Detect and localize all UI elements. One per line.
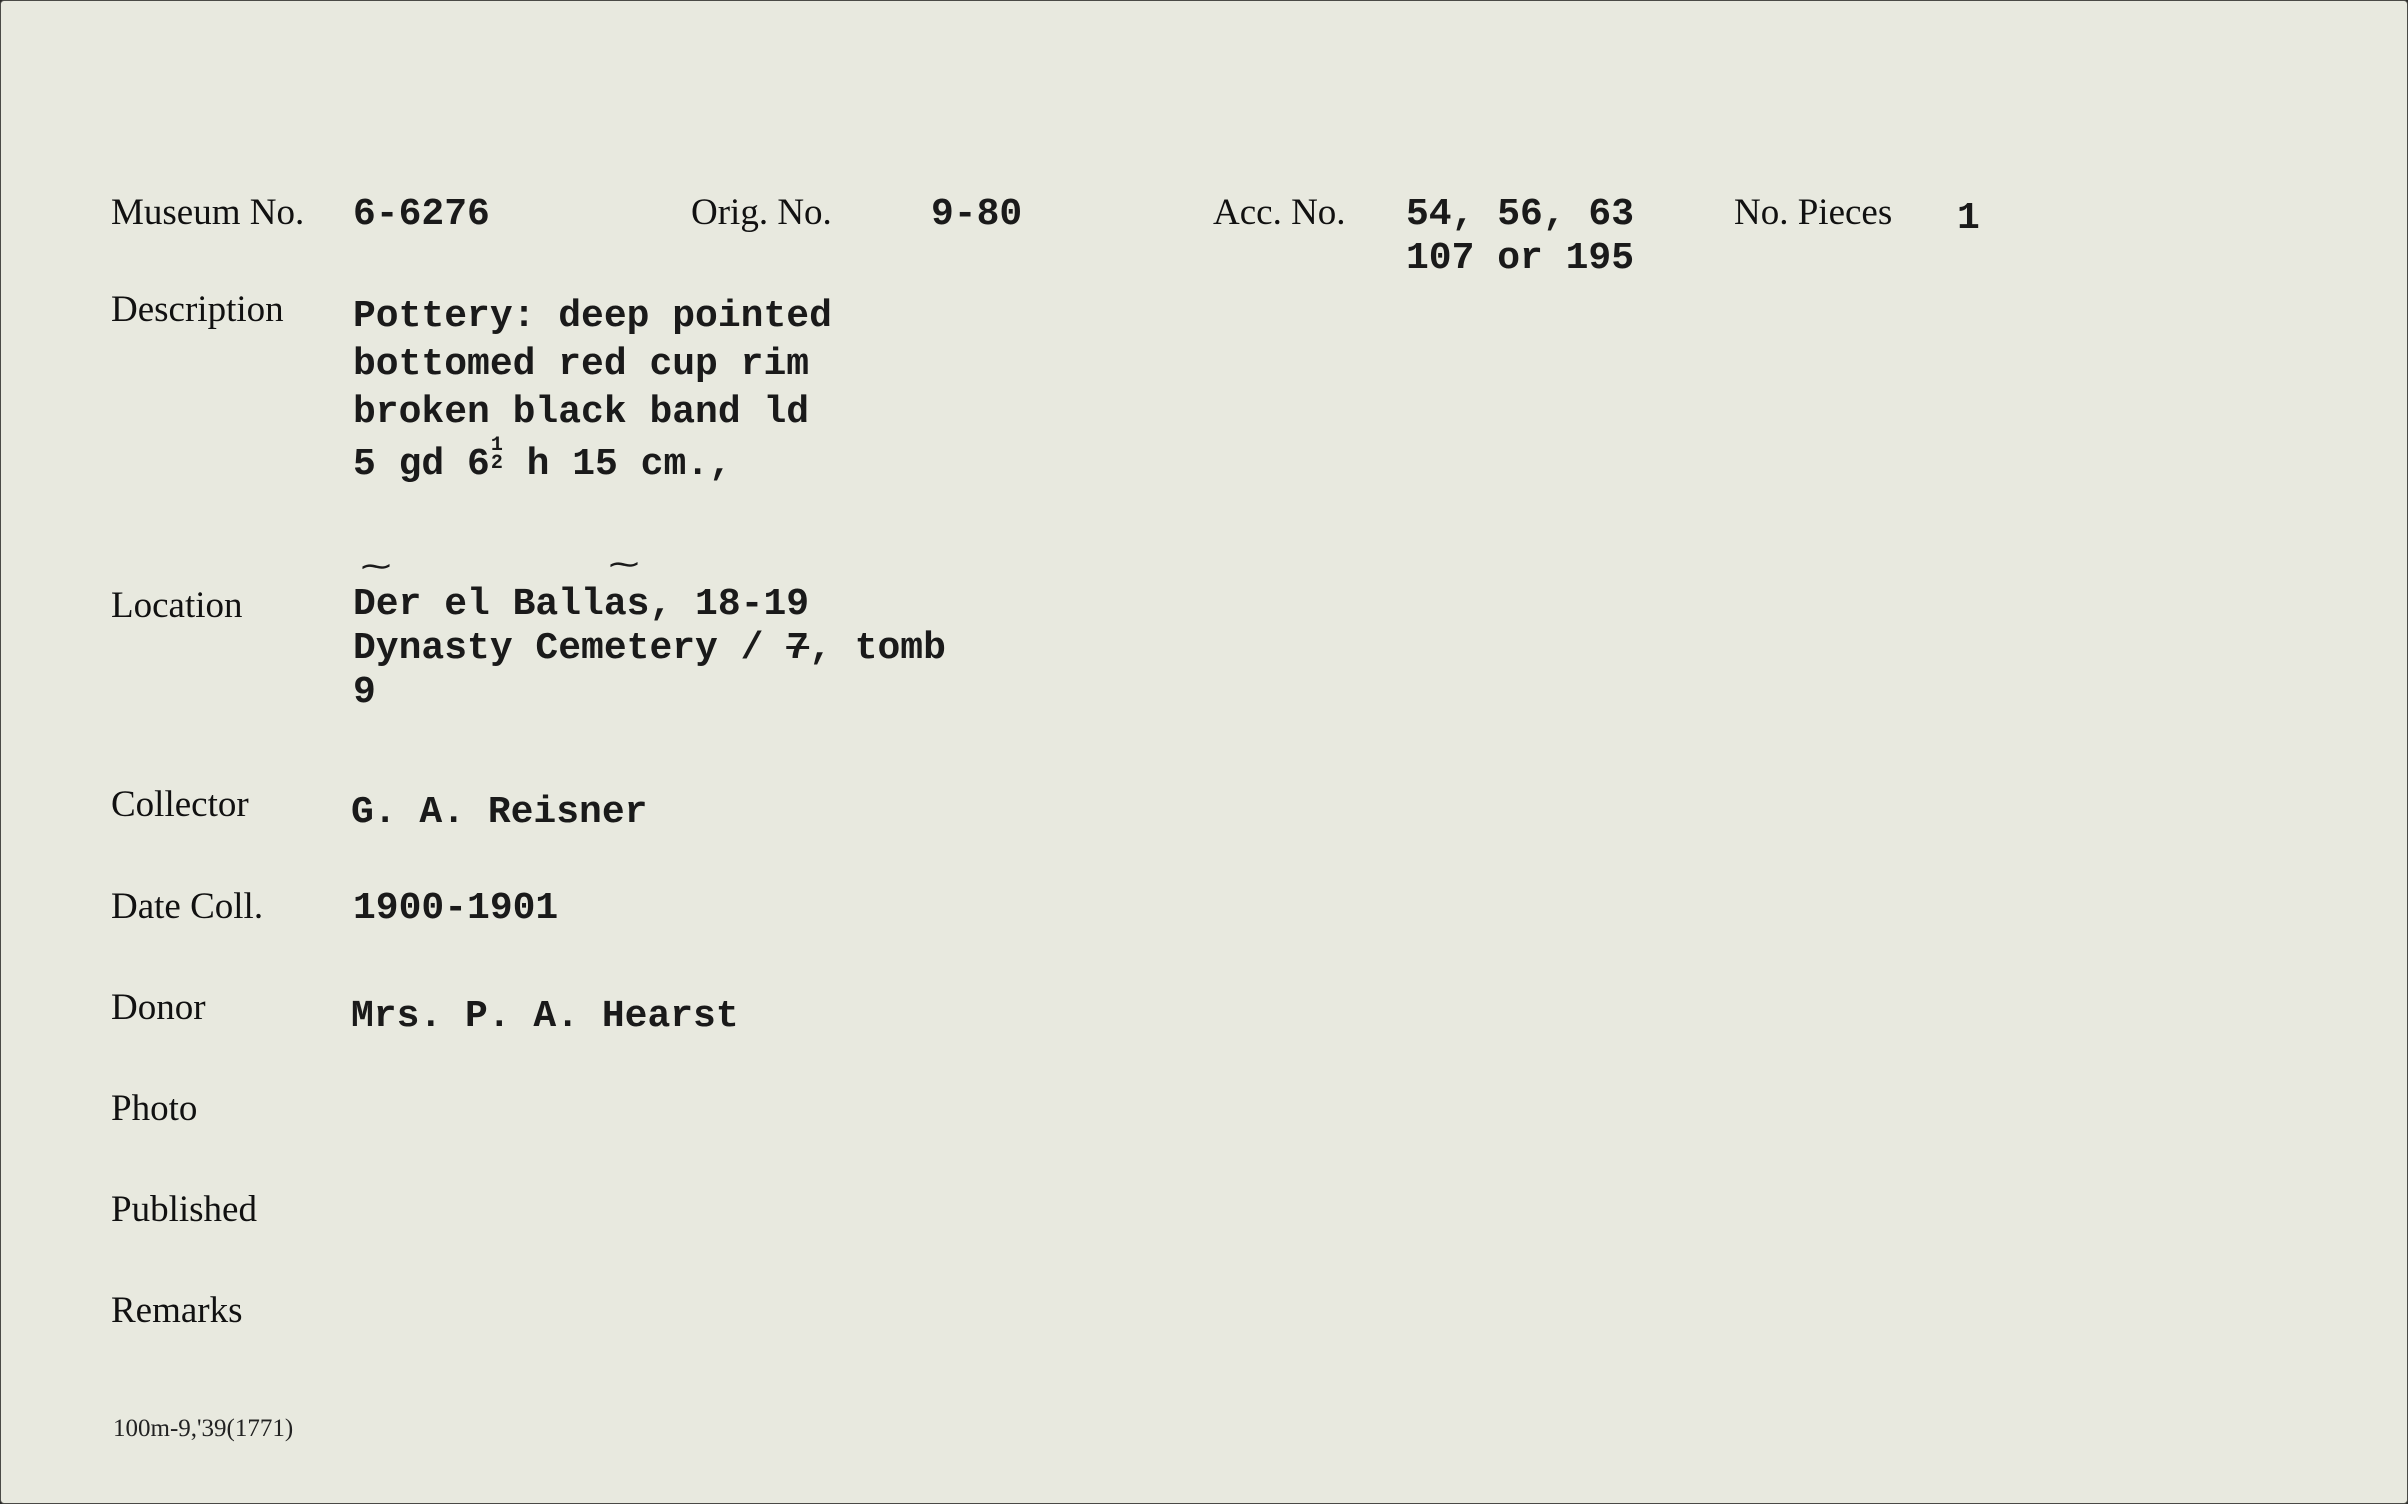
date-coll-value: 1900-1901 <box>353 887 559 930</box>
fraction-denominator: 2 <box>490 452 503 475</box>
description-line-2: bottomed red cup rim <box>353 343 810 386</box>
orig-no-label: Orig. No. <box>691 192 832 233</box>
diacritic-mark-icon: ⁓ <box>361 552 391 586</box>
date-coll-label: Date Coll. <box>111 886 264 927</box>
location-line-1: Der el Ballas, 18-19 <box>353 583 810 626</box>
fraction-numerator: 1 <box>490 434 503 457</box>
no-pieces-value: 1 <box>1957 197 1980 240</box>
diacritic-mark-icon: ⁓ <box>609 550 639 584</box>
donor-value: Mrs. P. A. Hearst <box>351 995 739 1038</box>
description-line-4 <box>353 434 832 489</box>
description-line-4-suffix: h 15 cm., <box>503 443 732 486</box>
description-line-3: broken black band ld <box>353 391 810 434</box>
description-line-4-prefix: 5 gd 6 <box>353 443 490 486</box>
location-line-3: 9 <box>353 671 376 714</box>
collector-value: G. A. Reisner <box>351 791 648 834</box>
orig-no-value: 9-80 <box>931 193 1023 236</box>
published-label: Published <box>111 1189 257 1230</box>
location-label: Location <box>111 585 243 626</box>
location-line-2-end: , tomb <box>809 627 946 670</box>
donor-label: Donor <box>111 987 206 1028</box>
museum-no-label: Museum No. <box>111 192 305 233</box>
acc-no-line-2: 107 or 195 <box>1406 237 1635 280</box>
remarks-label: Remarks <box>111 1290 243 1331</box>
no-pieces-label: No. Pieces <box>1734 192 1893 233</box>
location-line-2-start: Dynasty Cemetery / <box>353 627 787 670</box>
description-value <box>353 293 832 489</box>
acc-no-value <box>1406 193 1634 281</box>
museum-no-value: 6-6276 <box>353 193 490 236</box>
fraction-half <box>490 434 504 475</box>
acc-no-line-1: 54, 56, 63 <box>1406 193 1635 236</box>
location-value <box>353 583 946 715</box>
acc-no-label: Acc. No. <box>1213 192 1346 233</box>
location-line-2 <box>353 627 946 671</box>
description-label: Description <box>111 289 284 330</box>
photo-label: Photo <box>111 1088 198 1129</box>
struck-character: 7 <box>786 627 810 670</box>
collector-label: Collector <box>111 784 249 825</box>
print-code: 100m-9,'39(1771) <box>113 1415 294 1442</box>
description-line-1: Pottery: deep pointed <box>353 295 832 338</box>
